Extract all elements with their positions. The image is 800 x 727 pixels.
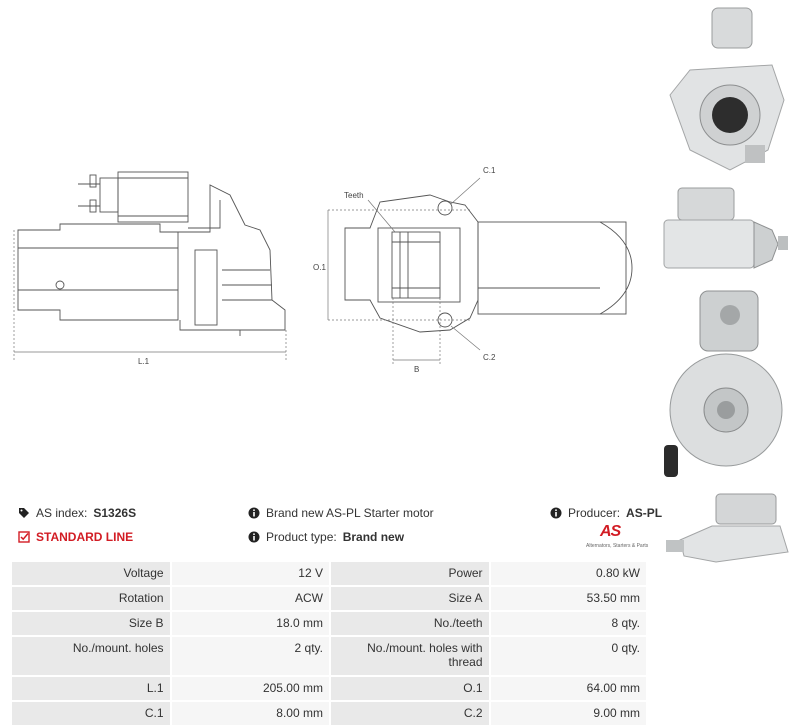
spec-value: 12 V [171, 561, 330, 586]
standard-line-label: STANDARD LINE [36, 530, 134, 544]
photo-front-view[interactable] [660, 0, 800, 180]
spec-value: 64.00 mm [490, 676, 647, 701]
spec-value: 8 qty. [490, 611, 647, 636]
check-square-icon [18, 531, 30, 543]
spec-value: 0.80 kW [490, 561, 647, 586]
side-view [18, 172, 285, 336]
spec-value: 2 qty. [171, 636, 330, 676]
as-index [18, 506, 136, 520]
spec-value: 8.00 mm [171, 701, 330, 726]
description-text: Brand new AS-PL Starter motor [266, 506, 434, 520]
specs-table [10, 560, 648, 727]
specs-table-body [11, 561, 647, 726]
spec-value: 0 qty. [490, 636, 647, 676]
table-row [11, 561, 647, 586]
c1-label: C.1 [483, 166, 496, 175]
photo-side-view[interactable] [660, 180, 800, 280]
logo-tagline: Alternators, Starters & Parts [586, 543, 649, 549]
info-circle-icon [248, 531, 260, 543]
table-row [11, 676, 647, 701]
description [248, 506, 434, 520]
table-row [11, 586, 647, 611]
l1-label: L.1 [138, 357, 150, 366]
logo-mark: AS [600, 523, 621, 540]
info-circle-icon [550, 507, 562, 519]
spec-value: 53.50 mm [490, 586, 647, 611]
spec-label: No./teeth [330, 611, 490, 636]
photo-rear-view[interactable] [660, 285, 800, 485]
producer-value: AS-PL [626, 506, 663, 520]
spec-value: 9.00 mm [490, 701, 647, 726]
as-pl-logo [586, 523, 650, 553]
spec-label: C.2 [330, 701, 490, 726]
product-photos [660, 0, 800, 570]
table-row [11, 611, 647, 636]
standard-line-badge [18, 530, 133, 544]
tag-icon [18, 507, 30, 519]
front-dimensions [328, 178, 480, 364]
producer [550, 506, 662, 520]
info-circle-icon [248, 507, 260, 519]
spec-label: Rotation [11, 586, 171, 611]
photo-angled-view[interactable] [660, 490, 800, 570]
front-view [345, 195, 632, 332]
table-row [11, 636, 647, 676]
o1-label: O.1 [313, 263, 326, 272]
as-index-label: AS index: [36, 506, 88, 520]
spec-value: 18.0 mm [171, 611, 330, 636]
product-info [0, 500, 663, 560]
as-index-value[interactable]: S1326S [93, 506, 137, 520]
l1-dimension [14, 230, 286, 360]
table-row [11, 701, 647, 726]
spec-label: Power [330, 561, 490, 586]
spec-label: C.1 [11, 701, 171, 726]
spec-label: Voltage [11, 561, 171, 586]
b-label: B [414, 365, 420, 374]
spec-label: Size A [330, 586, 490, 611]
spec-label: L.1 [11, 676, 171, 701]
spec-value: 205.00 mm [171, 676, 330, 701]
product-type-label: Product type: [266, 530, 337, 544]
teeth-label: Teeth [344, 191, 364, 200]
spec-value: ACW [171, 586, 330, 611]
product-type-value: Brand new [342, 530, 405, 544]
spec-label: No./mount. holes with thread [330, 636, 490, 676]
spec-label: O.1 [330, 676, 490, 701]
product-type [248, 530, 404, 544]
producer-label: Producer: [568, 506, 621, 520]
c2-label: C.2 [483, 353, 496, 362]
spec-label: Size B [11, 611, 171, 636]
spec-label: No./mount. holes [11, 636, 171, 676]
